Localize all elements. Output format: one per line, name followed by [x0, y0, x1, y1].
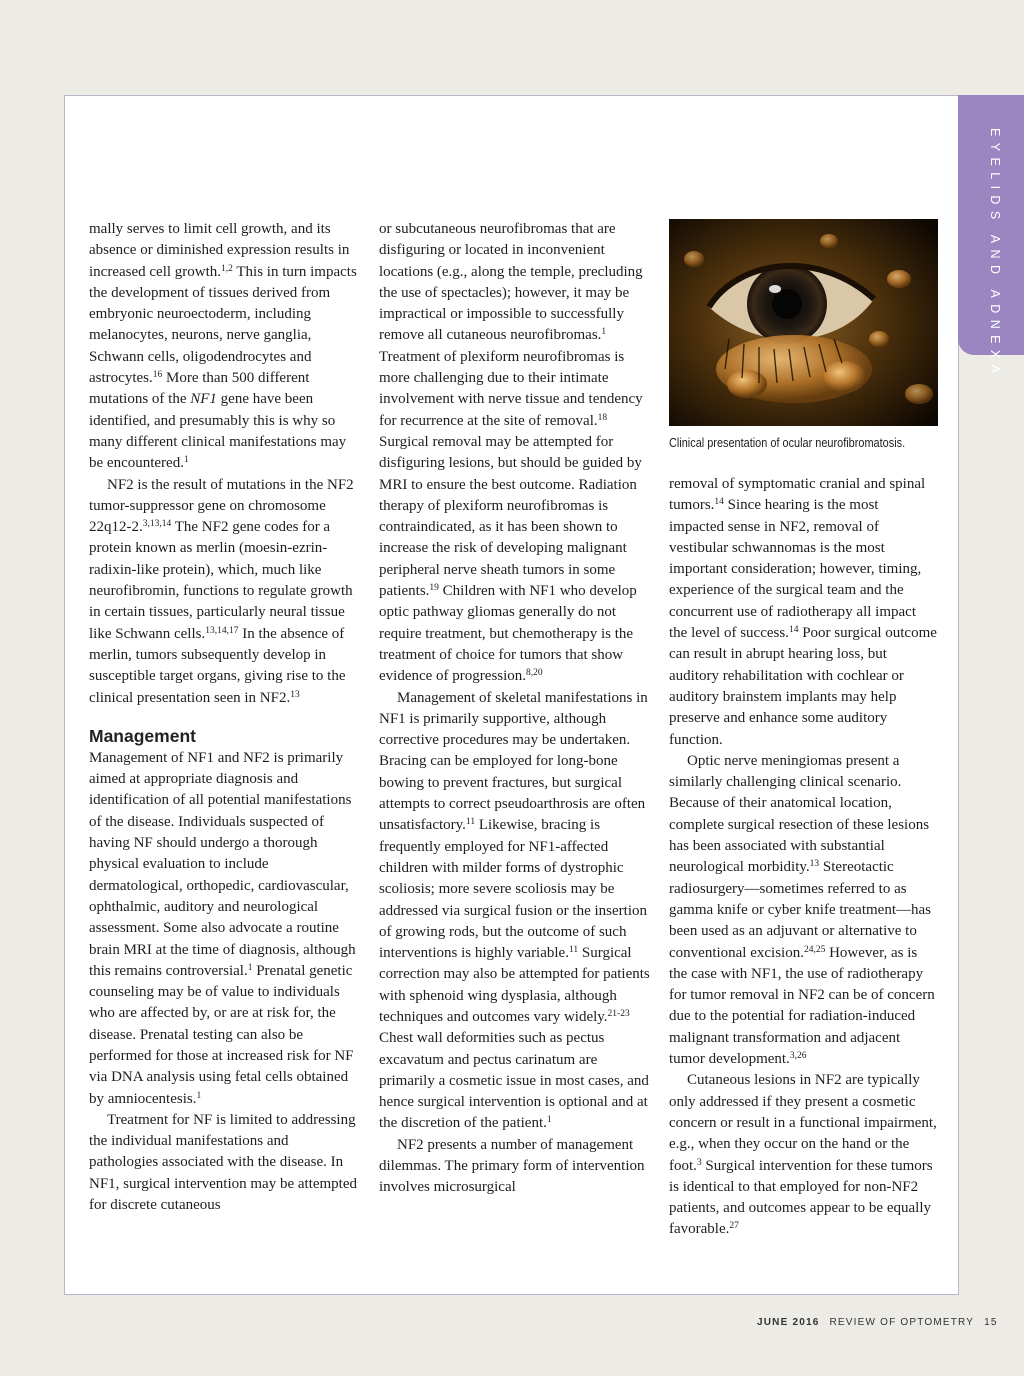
text-column-1	[89, 219, 361, 1216]
citation-ref: 8,20	[526, 668, 543, 679]
figure-caption: Clinical presentation of ocular neurofibromatosis.	[669, 435, 906, 450]
citation-ref: 21-23	[607, 1008, 630, 1019]
citation-ref: 27	[729, 1221, 739, 1232]
citation-ref: 24,25	[803, 944, 826, 955]
citation-ref: 1	[183, 455, 189, 466]
page-number: 15	[984, 1317, 998, 1328]
section-heading: Management	[89, 725, 196, 746]
footer-date: JUNE 2016	[757, 1317, 820, 1328]
paragraph: or subcutaneous neurofibromas that are disfiguring or located in inconvenient locations (e.g., along the temple, precluding the use of spectacles); however, it may be impractical or impossible to successfully remove all cutaneous neurofibromas.$^1$ Treatment of plexiform neurofibromas is more challenging due to their intimate involvement with nerve tissue and tendency for recurrence at the site of removal.$^{18}$ Surgical removal may be attempted for disfiguring lesions, but should be guided by MRI to ensure the best outcome. Radiation therapy of plexiform neurofibromas is contraindicated, as it has been shown to increase the risk of developing malignant peripheral nerve sheath tumors in some patients.$^{19}$ Children with NF1 who develop optic pathway gliomas generally do not require treatment, but chemotherapy is the treatment of choice for tumors that show evidence of progression.$^{8,20}$	[379, 221, 643, 685]
paragraph: Management of skeletal manifestations in NF1 is primarily supportive, although corrective procedures may be undertaken. Bracing can be employed for long-bone bowing to prevent fractures, but surgical attempts to correct pseudoarthrosis are often unsatisfactory.$^{11}$ Likewise, bracing is frequently employed for NF1-affected children with milder forms of dystrophic scoliosis; more severe scoliosis may be addressed via surgical fusion or the insertion of growing rods, but the outcome of such interventions is highly variable.$^{11}$ Surgical correction may also be attempted for patients with sphenoid wing dysplasia, although techniques and outcomes vary widely.$^{21-23}$ Chest wall deformities such as pectus excavatum and pectus carinatum are primarily a cosmetic issue in most cases, and hence surgical intervention is optional and at the discretion of the patient.$^1$	[379, 689, 650, 1132]
citation-ref: 16	[152, 370, 163, 381]
citation-ref: 11	[568, 945, 579, 956]
citation-ref: 19	[429, 583, 439, 594]
citation-ref: 13,14,17	[205, 625, 239, 636]
paragraph: Treatment for NF is limited to addressing the individual manifestations and pathologies associated with the disease. In NF1, surgical intervention may be attempted for discrete cutaneous	[89, 1111, 357, 1214]
paragraph: Cutaneous lesions in NF2 are typically only addressed if they present a cosmetic concern or result in a functional impairment, e.g., when they occur on the hand or the foot.$^3$ Surgical intervention for these tumors is identical to that employed for non-NF2 patients, and outcomes appear to be equally favorable.$^{27}$	[669, 1072, 937, 1238]
paragraph: NF2 presents a number of management dilemmas. The primary form of intervention involves microsurgical	[379, 1136, 645, 1196]
citation-ref: 1	[546, 1115, 552, 1126]
paragraph: NF2 is the result of mutations in the NF2 tumor-suppressor gene on chromosome 22q12-2.$^{3,13,14}$ The NF2 gene codes for a protein known as merlin (moesin-ezrin-radixin-like protein), which, much like neurofibromin, functions to regulate growth in certain tissues, particularly neural tissue like Schwann cells.$^{13,14,17}$ In the absence of merlin, tumors subsequently develop in susceptible target organs, giving rise to the clinical presentation seen in NF2.13	[89, 476, 354, 706]
citation-ref: 1	[196, 1090, 202, 1101]
text-column-2	[379, 219, 652, 1199]
eye-photo	[669, 219, 938, 426]
citation-ref: 3	[696, 1157, 702, 1168]
citation-ref: 14	[788, 625, 799, 636]
citation-ref: 3,26	[789, 1051, 807, 1062]
paragraph: Optic nerve meningiomas present a similarly challenging clinical scenario. Because of their anatomical location, complete surgical resection of these lesions has been associated with substantial neurological morbidity.$^{13}$ Stereotactic radiosurgery—sometimes referred to as gamma knife or cyber knife treatment—has been used as an adjuvant or alternative to conventional excision.$^{24,25}$ However, as is the case with NF1, the use of radiotherapy for tumor removal in NF2 can be of concern due to the potential for radiation-induced malignant transformation and adjacent tumor development.$^{3,26}$	[669, 752, 935, 1068]
paragraph: Management of NF1 and NF2 is primarily aimed at appropriate diagnosis and identification of all potential manifestations of the disease. Individuals suspected of having NF should undergo a thorough physical evaluation to include dermatological, orthopedic, cardiovascular, ophthalmic, auditory and neurological assessment. Some also advocate a routine brain MRI at the time of diagnosis, although this remains controversial.$^1$ Prenatal genetic counseling may be of value to individuals who are affected by, or are at risk for, the disease. Prenatal testing can also be performed for those at increased risk for NF via DNA analysis using fetal cells obtained by amniocentesis.$^1$	[89, 749, 356, 1107]
citation-ref: 13	[809, 859, 820, 870]
citation-ref: 3,13,14	[142, 519, 172, 530]
gene-name: NF1	[190, 391, 217, 408]
citation-ref: 14	[714, 497, 724, 508]
citation-ref: 1,2	[221, 263, 233, 274]
page-footer	[757, 1317, 998, 1328]
text-column-3	[669, 474, 937, 1241]
section-tab-label: EYELIDS AND ADNEXA	[988, 128, 1002, 380]
citation-ref: 18	[597, 412, 608, 423]
footer-magazine: REVIEW OF OPTOMETRY	[829, 1317, 975, 1328]
citation-ref: 11	[465, 817, 476, 828]
citation-ref: 1	[247, 962, 253, 973]
citation-ref: 1	[601, 327, 607, 338]
paragraph: mally serves to limit cell growth, and its absence or diminished expression results in increased cell growth.$^{1,2}$ This in turn impacts the development of tissues derived from embryonic neuroectoderm, including melanocytes, neurons, nerve ganglia, Schwann cells, oligodendrocytes and astrocytes.$^{16}$ More than 500 different mutations of the NF1 gene have been identified, and presumably this is why so many different clinical manifestations may be encountered.$^1$	[89, 221, 357, 472]
citation-ref: 13	[290, 689, 300, 700]
paragraph: removal of symptomatic cranial and spinal tumors.$^{14}$ Since hearing is the most impacted sense in NF2, removal of vestibular schwannomas is the most important consideration; however, timing, experience of the surgical team and the concurrent use of radiotherapy all impact the level of success.$^{14}$ Poor surgical outcome can result in abrupt hearing loss, but auditory rehabilitation with cochlear or auditory brainstem implants may help preserve and enhance some auditory function.	[669, 476, 937, 748]
eye-photo-icon	[669, 219, 938, 426]
